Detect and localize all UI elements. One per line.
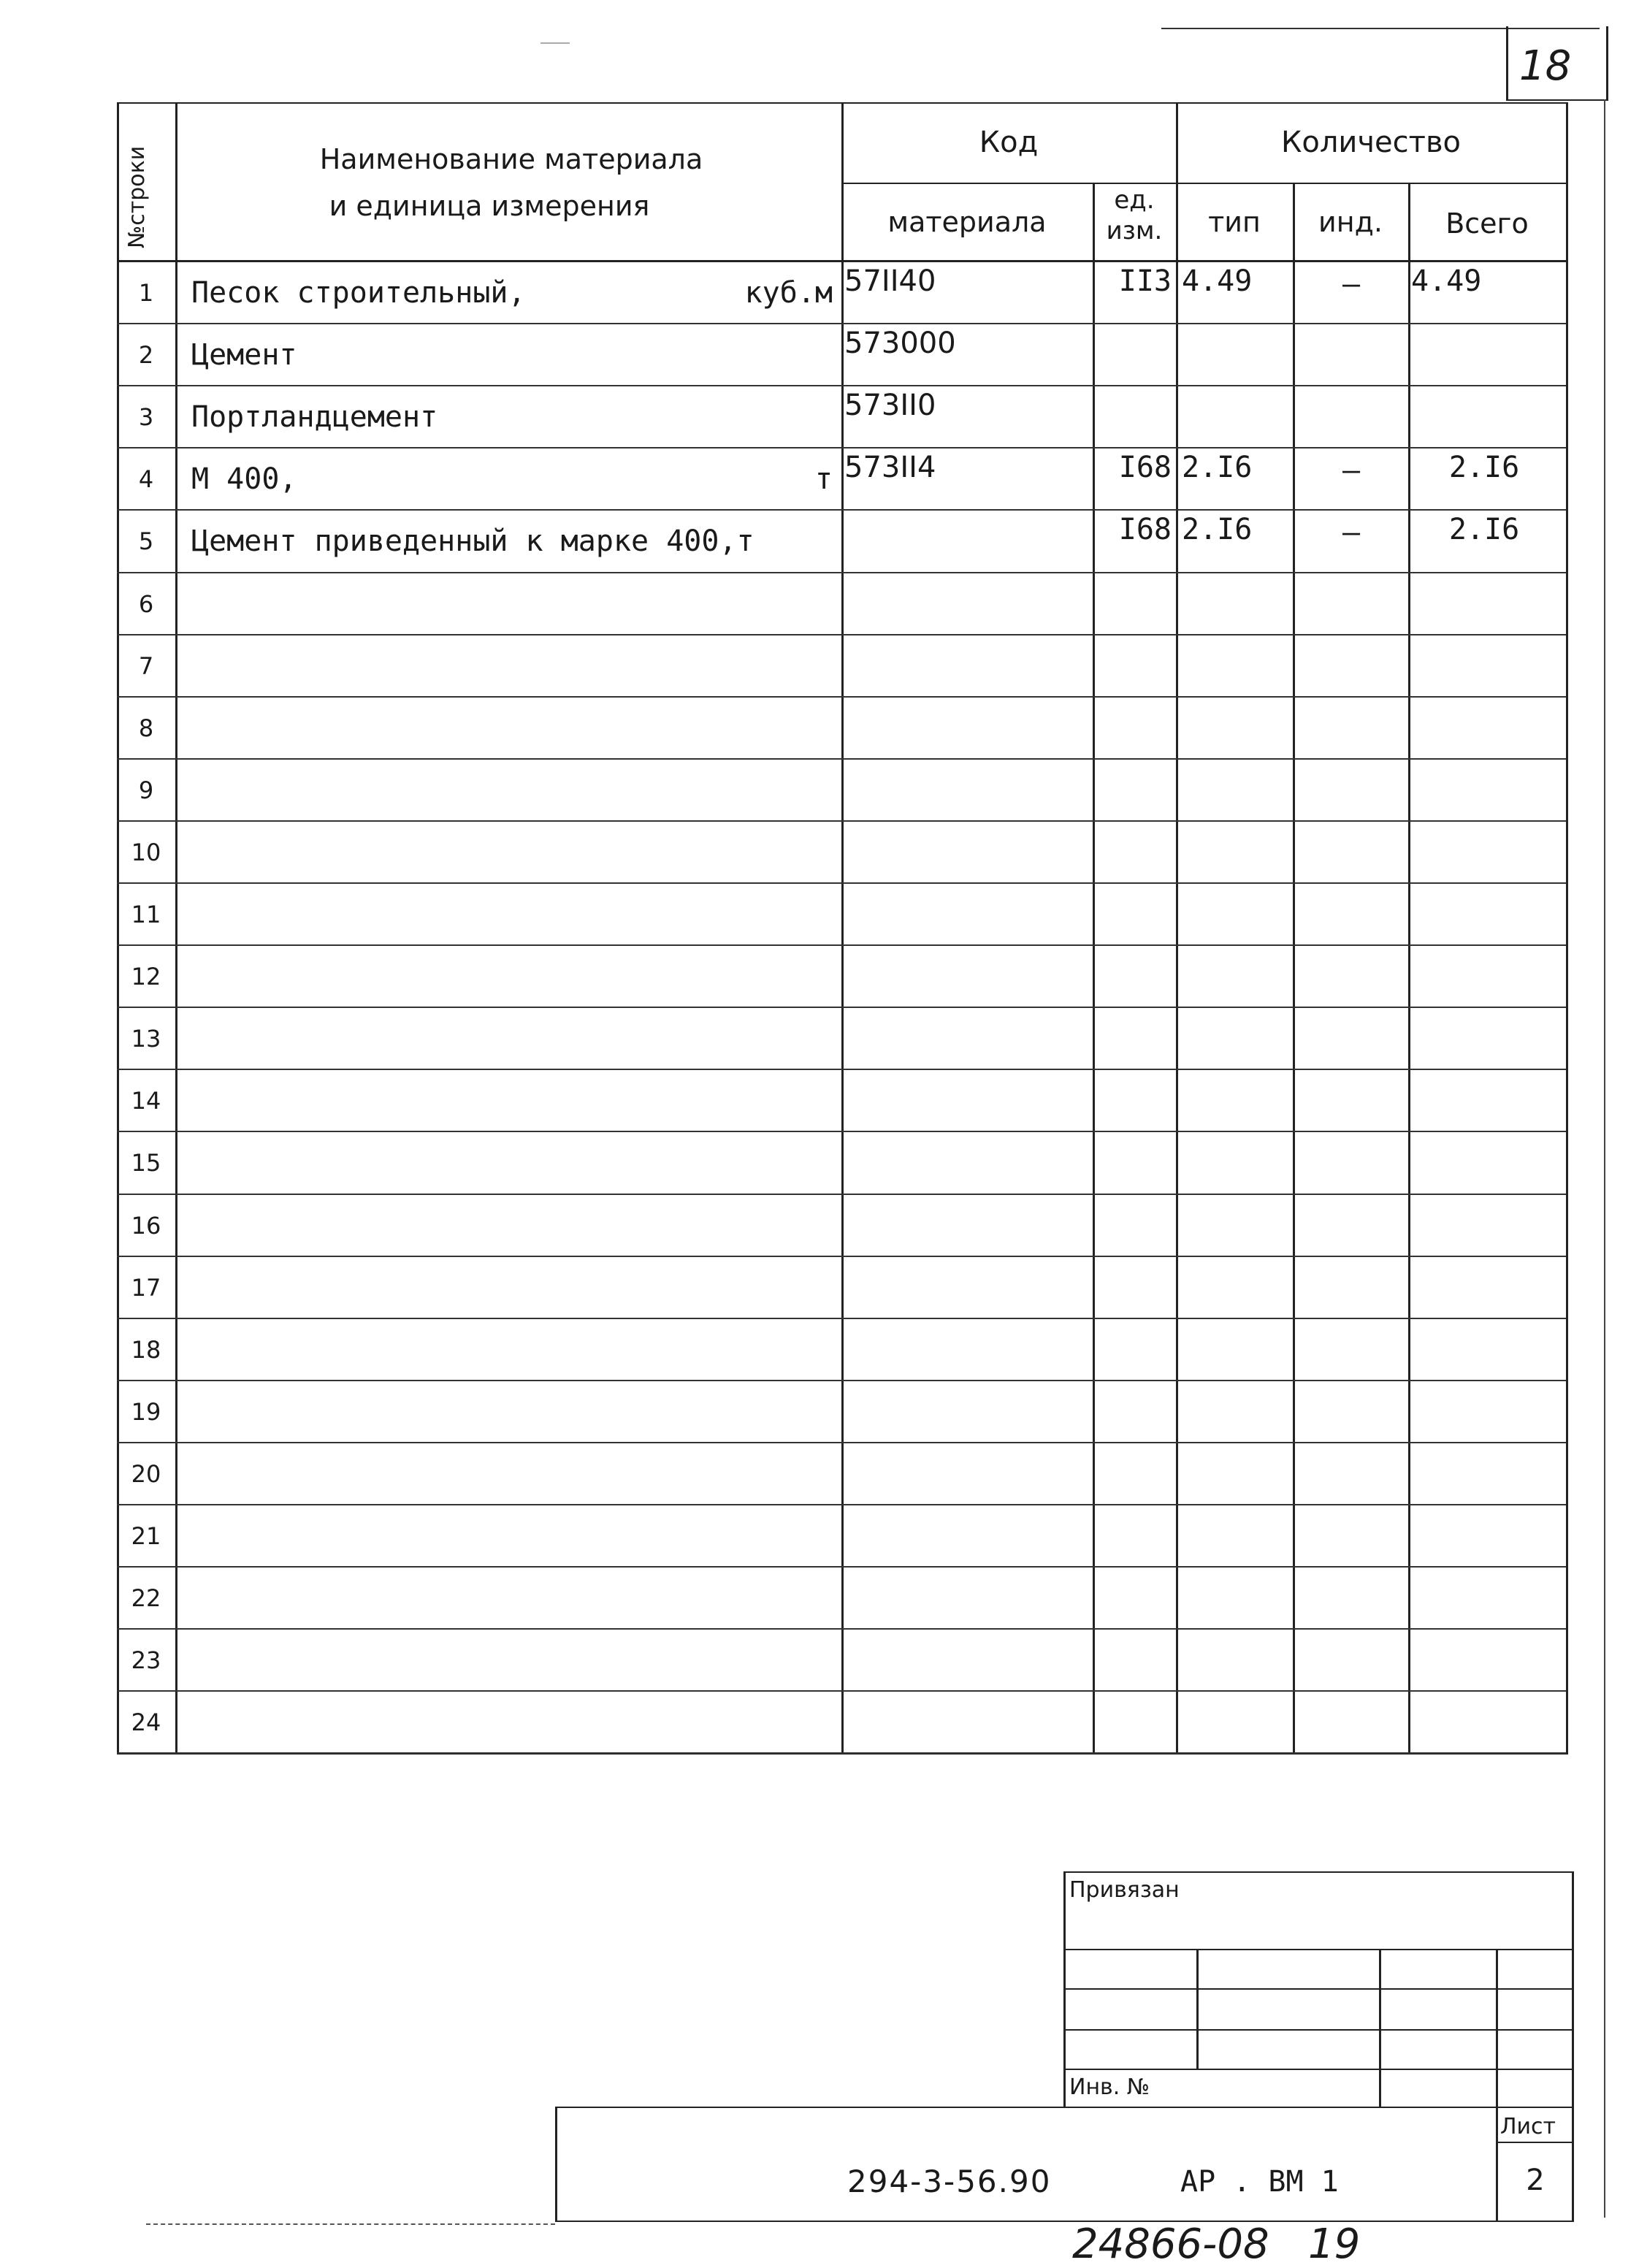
name-header-line1: Наименование материала	[319, 143, 703, 175]
row-number: 11	[131, 901, 161, 928]
row-number: 12	[131, 963, 161, 991]
row-divider	[117, 323, 1566, 324]
sheet-number: 2	[1526, 2164, 1545, 2197]
row-divider	[117, 447, 1566, 448]
row-number: 23	[131, 1646, 161, 1675]
row-number: 7	[138, 652, 154, 680]
row-divider	[117, 1628, 1566, 1630]
row-divider	[117, 1504, 1566, 1505]
page-number: 18	[1519, 42, 1572, 90]
unit-code: I68	[1118, 513, 1172, 547]
row-divider	[117, 1690, 1566, 1692]
quantity-group-header: Количество	[1280, 126, 1461, 159]
row-number: 20	[131, 1459, 161, 1488]
row-divider	[117, 509, 1566, 511]
row-divider	[117, 385, 1566, 386]
material-code: 573II0	[844, 389, 936, 423]
row-number: 13	[131, 1025, 161, 1053]
row-divider	[117, 1752, 1566, 1754]
row-divider	[117, 1566, 1566, 1568]
row-number: 14	[131, 1087, 161, 1115]
row-divider	[117, 1194, 1566, 1195]
row-number: 2	[138, 341, 154, 370]
document-code: 294-3-56.90	[847, 2164, 1052, 2199]
material-code: 573000	[844, 327, 956, 361]
row-divider	[117, 1007, 1566, 1008]
row-divider	[117, 944, 1566, 946]
row-number: 22	[131, 1584, 161, 1613]
material-unit-name: т	[814, 462, 833, 497]
row-number: 19	[131, 1397, 161, 1426]
qty-total: 4.49	[1411, 264, 1482, 298]
material-unit-name: куб.м	[744, 276, 833, 310]
scan-mark-top	[540, 42, 570, 44]
row-divider	[117, 1318, 1566, 1319]
row-divider	[117, 696, 1566, 698]
unit-header-line2: изм.	[1106, 216, 1163, 245]
qty-type-header: тип	[1208, 206, 1261, 238]
qty-ind-header: инд.	[1318, 206, 1383, 238]
row-number-header: №строки	[124, 145, 150, 248]
material-name: Песок строительный,	[191, 276, 526, 310]
row-number: 5	[138, 527, 154, 556]
row-number: 6	[138, 589, 154, 618]
name-header-line2: и единица измерения	[329, 190, 650, 222]
row-number: 1	[138, 279, 154, 307]
material-name: М 400,	[191, 462, 297, 497]
unit-code: II3	[1118, 264, 1172, 298]
material-code: 573II4	[844, 451, 936, 485]
row-number: 9	[138, 776, 154, 804]
row-number: 17	[131, 1273, 161, 1302]
qty-total: 2.I6	[1448, 451, 1520, 485]
row-number: 15	[131, 1149, 161, 1177]
row-number: 24	[131, 1708, 161, 1737]
row-divider	[117, 758, 1566, 760]
row-number: 8	[138, 714, 154, 742]
qty-total: 2.I6	[1448, 513, 1520, 547]
row-divider	[117, 572, 1566, 573]
row-number: 4	[138, 465, 154, 494]
material-name: Цемент приведенный к марке 400,т	[191, 524, 754, 559]
code-group-header: Код	[979, 126, 1039, 159]
linked-label: Привязан	[1069, 1877, 1180, 1903]
right-margin-line	[1604, 99, 1605, 2218]
qty-ind: –	[1342, 267, 1361, 301]
sheet-label: Лист	[1500, 2114, 1556, 2139]
inventory-number-label: Инв. №	[1069, 2074, 1150, 2100]
material-name: Цемент	[191, 338, 297, 373]
qty-total-header: Всего	[1445, 207, 1529, 240]
qty-ind: –	[1342, 516, 1361, 550]
unit-code: I68	[1118, 451, 1172, 485]
row-divider	[117, 820, 1566, 822]
row-divider	[117, 882, 1566, 884]
qty-type: 4.49	[1182, 264, 1253, 298]
material-name: Портландцемент	[191, 400, 438, 435]
row-number: 10	[131, 838, 161, 866]
row-number: 16	[131, 1211, 161, 1240]
footer-number: 24866-08 19	[1072, 2221, 1361, 2268]
row-divider	[117, 1442, 1566, 1443]
qty-type: 2.I6	[1182, 451, 1253, 485]
material-code-header: материала	[887, 206, 1047, 238]
row-divider	[117, 634, 1566, 635]
material-code: 57II40	[844, 264, 936, 298]
row-number: 18	[131, 1335, 161, 1364]
row-divider	[117, 1380, 1566, 1381]
qty-type: 2.I6	[1182, 513, 1253, 547]
qty-ind: –	[1342, 454, 1361, 488]
row-number: 3	[138, 403, 154, 432]
unit-header-line1: ед.	[1114, 186, 1155, 215]
row-divider	[117, 1131, 1566, 1132]
row-number: 21	[131, 1522, 161, 1550]
document-suffix: АР . ВМ 1	[1180, 2165, 1339, 2199]
row-divider	[117, 1256, 1566, 1257]
row-divider	[117, 1069, 1566, 1070]
